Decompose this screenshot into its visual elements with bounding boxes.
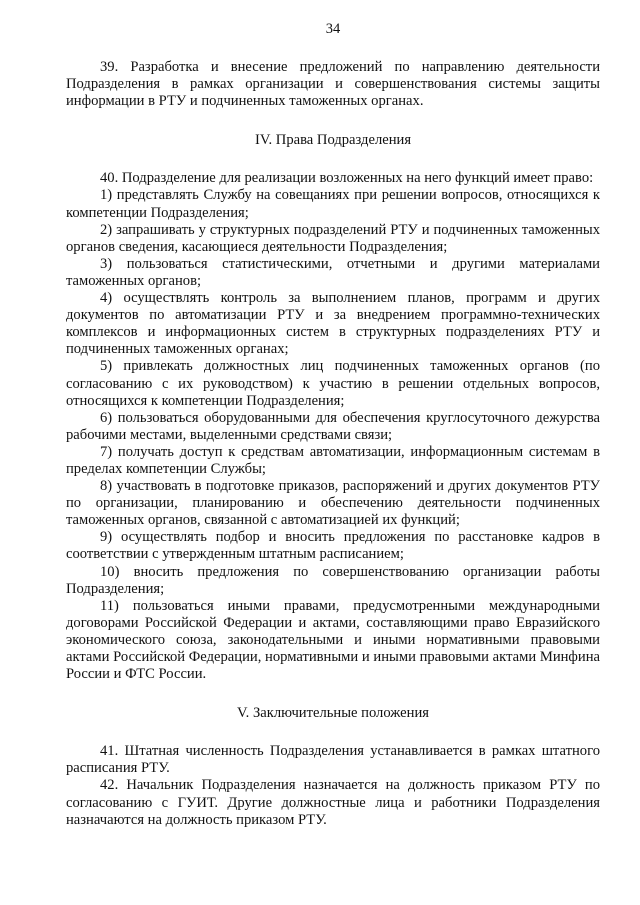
paragraph-40: 40. Подразделение для реализации возложенных на него функций имеет право: bbox=[100, 170, 594, 187]
section-heading-rights: IV. Права Подразделения bbox=[254, 132, 412, 149]
list-item-1: 1) представлять Службу на совещаниях при решении вопросов, относящихся к компетенции Подразделения; bbox=[66, 187, 600, 221]
list-item-4: 4) осуществлять контроль за выполнением планов, программ и других документов по автоматизации РТУ и за внедрением программно-технических комплексов и информационных систем в структурных подразделениях РТУ и подчиненных таможенных органах; bbox=[66, 290, 600, 358]
list-item-5: 5) привлекать должностных лиц подчиненных таможенных органов (по согласованию с их руководством) к участию в решении отдельных вопросов, относящихся к компетенции Подразделения; bbox=[66, 358, 600, 409]
list-item-10: 10) вносить предложения по совершенствованию организации работы Подразделения; bbox=[66, 563, 600, 597]
list-item-8: 8) участвовать в подготовке приказов, распоряжений и других документов РТУ по организации, планированию и обеспечению деятельности подчиненных таможенных органов, связанной с автоматизацией их функций; bbox=[66, 478, 600, 529]
list-item-6: 6) пользоваться оборудованными для обеспечения круглосуточного дежурства рабочими местами, выделенными средствами связи; bbox=[66, 409, 600, 443]
list-item-3: 3) пользоваться статистическими, отчетными и другими материалами таможенных органов; bbox=[66, 255, 600, 289]
paragraph-41: 41. Штатная численность Подразделения устанавливается в рамках штатного расписания РТУ. bbox=[66, 743, 600, 777]
page-number: 34 bbox=[325, 21, 341, 37]
section-heading-final: V. Заключительные положения bbox=[237, 705, 429, 722]
list-item-2: 2) запрашивать у структурных подразделений РТУ и подчиненных таможенных органов сведения, касающиеся деятельности Подразделения; bbox=[66, 221, 600, 255]
list-item-11: 11) пользоваться иными правами, предусмотренными международными договорами Российской Федерации и актами, составляющими право Евразийского экономического союза, законодательными и иными нормативными правовыми актами Российской Федерации, нормативными и иными правовыми актами Минфина России и ФТС России. bbox=[66, 597, 600, 683]
paragraph-39: 39. Разработка и внесение предложений по направлению деятельности Подразделения в рамках организации и совершенствования системы защиты информации в РТУ и подчиненных таможенных органах. bbox=[66, 59, 600, 110]
document-body bbox=[66, 59, 600, 829]
list-item-9: 9) осуществлять подбор и вносить предложения по расстановке кадров в соответствии с утвержденным штатным расписанием; bbox=[66, 529, 600, 563]
list-item-7: 7) получать доступ к средствам автоматизации, информационным системам в пределах компетенции Службы; bbox=[66, 443, 600, 477]
paragraph-42: 42. Начальник Подразделения назначается на должность приказом РТУ по согласованию с ГУИТ. Другие должностные лица и работники Подразделения назначаются на должность приказом РТУ. bbox=[66, 777, 600, 828]
